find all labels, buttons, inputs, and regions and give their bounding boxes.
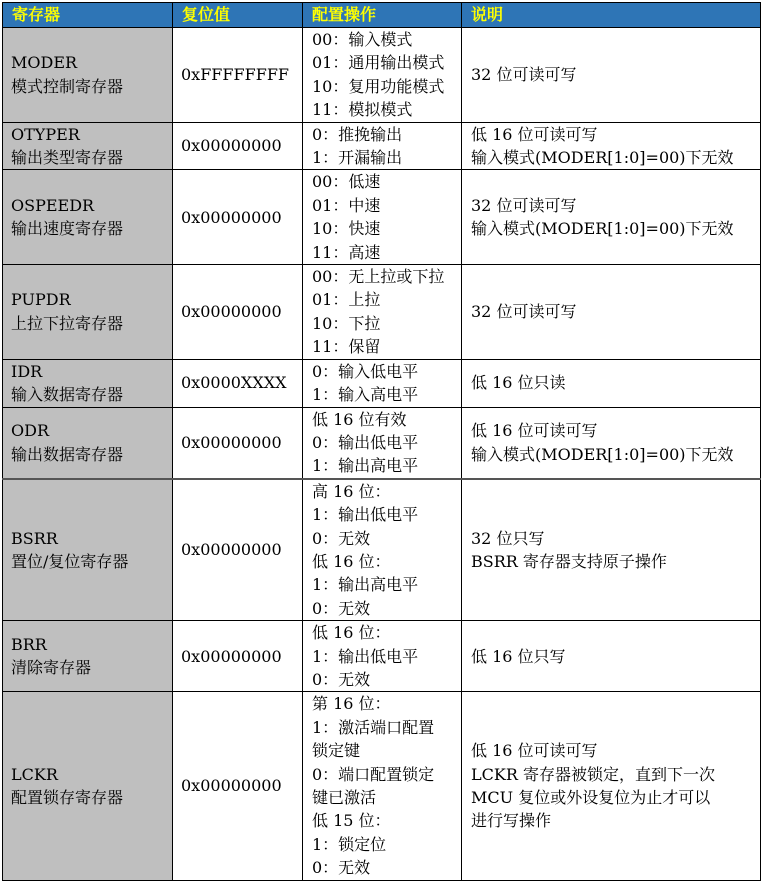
register-name-cell: [3, 692, 173, 880]
config-line: 0：无效: [312, 598, 371, 618]
table-row-lckr: [3, 692, 761, 880]
config-cell: [303, 479, 462, 621]
description-line: 低 16 位可读可写: [471, 421, 598, 441]
config-line: 00：输入模式: [312, 30, 413, 49]
config-line: 1：输入高电平: [312, 385, 419, 405]
register-name: MODER: [11, 53, 78, 73]
register-name-cell: [3, 265, 173, 360]
table-row-bsrr: [3, 479, 761, 621]
header-reset-value: 复位值: [173, 3, 303, 28]
config-line: 11：模拟模式: [312, 100, 413, 120]
config-line: 0：输入低电平: [312, 361, 419, 381]
reset-value: 0xFFFFFFFF: [173, 28, 303, 123]
register-name: ODR: [11, 421, 49, 441]
description-line: 输入模式(MODER[1:0]=00)下无效: [471, 444, 734, 464]
register-name-cell: [3, 359, 173, 407]
config-cell: [303, 407, 462, 479]
config-line: 01：上拉: [312, 290, 381, 310]
register-name: BSRR: [11, 528, 58, 548]
description-line: LCKR 寄存器被锁定，直到下一次: [471, 764, 715, 784]
description-cell: [462, 479, 761, 621]
table-row-otyper: [3, 122, 761, 170]
header-config: 配置操作: [303, 3, 462, 28]
header-description: 说明: [462, 3, 761, 28]
config-line: 01：通用输出模式: [312, 53, 445, 73]
description-line: 低 16 位可读可写: [471, 124, 598, 144]
register-name: IDR: [11, 361, 43, 381]
register-title: 输出类型寄存器: [11, 148, 124, 168]
reset-value: 0x00000000: [173, 265, 303, 360]
description-line: MCU 复位或外设复位为止才可以: [471, 788, 711, 807]
reset-value: 0x0000XXXX: [173, 359, 303, 407]
register-title: 输入数据寄存器: [11, 385, 124, 405]
config-line: 00：无上拉或下拉: [312, 267, 445, 287]
config-line: 低 16 位有效: [312, 409, 407, 429]
table-row-idr: [3, 359, 761, 407]
config-line: 低 16 位：: [312, 551, 391, 571]
description-line: 32 位可读可写: [471, 65, 577, 85]
config-line: 10：快速: [312, 219, 381, 239]
table-row-pupdr: [3, 265, 761, 360]
config-line: 0：无效: [312, 669, 371, 689]
config-line: 1：输出低电平: [312, 646, 419, 666]
config-line: 0：推挽输出: [312, 124, 403, 144]
config-line: 0：输出低电平: [312, 432, 419, 452]
config-line: 1：开漏输出: [312, 148, 403, 168]
config-line: 00：低速: [312, 172, 381, 192]
register-name-cell: [3, 170, 173, 265]
register-table-container: [2, 2, 761, 881]
reset-value: 0x00000000: [173, 479, 303, 621]
config-cell: [303, 170, 462, 265]
register-name: OTYPER: [11, 124, 80, 144]
config-line: 11：保留: [312, 337, 381, 357]
config-cell: [303, 265, 462, 360]
register-title: 配置锁存寄存器: [11, 788, 124, 807]
description-line: 输入模式(MODER[1:0]=00)下无效: [471, 219, 734, 239]
register-name: PUPDR: [11, 290, 71, 310]
reset-value: 0x00000000: [173, 122, 303, 170]
config-line: 低 16 位：: [312, 623, 391, 643]
description-cell: [462, 122, 761, 170]
description-cell: [462, 265, 761, 360]
config-line: 10：下拉: [312, 313, 381, 333]
description-cell: [462, 621, 761, 692]
config-line: 1：输出高电平: [312, 456, 419, 476]
description-line: 进行写操作: [471, 811, 552, 831]
description-cell: [462, 692, 761, 880]
register-title: 模式控制寄存器: [11, 76, 124, 96]
config-line: 01：中速: [312, 195, 381, 215]
description-line: BSRR 寄存器支持原子操作: [471, 551, 667, 571]
reset-value: 0x00000000: [173, 407, 303, 479]
register-title: 清除寄存器: [11, 658, 92, 678]
description-line: 32 位只写: [471, 528, 545, 548]
gpio-register-table: [2, 2, 761, 881]
config-line: 0：端口配置锁定: [312, 764, 435, 784]
register-name: BRR: [11, 634, 47, 654]
config-cell: [303, 359, 462, 407]
config-line: 第 16 位：: [312, 694, 391, 714]
register-name-cell: [3, 479, 173, 621]
config-line: 1：输出高电平: [312, 575, 419, 595]
config-line: 低 15 位：: [312, 811, 391, 831]
config-line: 高 16 位：: [312, 481, 391, 501]
config-cell: [303, 28, 462, 123]
register-name-cell: [3, 621, 173, 692]
description-line: 低 16 位只写: [471, 646, 566, 666]
config-line: 1：输出低电平: [312, 505, 419, 525]
description-line: 低 16 位可读可写: [471, 741, 598, 761]
config-line: 锁定键: [312, 741, 361, 761]
table-row-brr: [3, 621, 761, 692]
register-title: 输出数据寄存器: [11, 444, 124, 464]
config-cell: [303, 621, 462, 692]
header-register: 寄存器: [3, 3, 173, 28]
register-name-cell: [3, 28, 173, 123]
register-title: 置位/复位寄存器: [11, 551, 129, 571]
table-header-row: [3, 3, 761, 28]
reset-value: 0x00000000: [173, 692, 303, 880]
description-cell: [462, 170, 761, 265]
description-line: 32 位可读可写: [471, 302, 577, 322]
register-name: LCKR: [11, 764, 58, 784]
table-row-moder: [3, 28, 761, 123]
table-row-odr: [3, 407, 761, 479]
description-line: 32 位可读可写: [471, 195, 577, 215]
description-cell: [462, 407, 761, 479]
config-line: 11：高速: [312, 242, 381, 262]
config-line: 键已激活: [312, 788, 377, 807]
register-title: 输出速度寄存器: [11, 219, 124, 239]
description-line: 低 16 位只读: [471, 373, 566, 393]
config-cell: [303, 692, 462, 880]
config-cell: [303, 122, 462, 170]
register-name-cell: [3, 407, 173, 479]
config-line: 0：无效: [312, 858, 371, 878]
reset-value: 0x00000000: [173, 170, 303, 265]
register-title: 上拉下拉寄存器: [11, 313, 124, 333]
table-row-ospeedr: [3, 170, 761, 265]
config-line: 1：锁定位: [312, 834, 387, 854]
config-line: 10：复用功能模式: [312, 76, 445, 96]
register-name: OSPEEDR: [11, 195, 95, 215]
reset-value: 0x00000000: [173, 621, 303, 692]
description-line: 输入模式(MODER[1:0]=00)下无效: [471, 148, 734, 168]
config-line: 0：无效: [312, 528, 371, 548]
config-line: 1：激活端口配置: [312, 717, 435, 737]
description-cell: [462, 359, 761, 407]
description-cell: [462, 28, 761, 123]
register-name-cell: [3, 122, 173, 170]
